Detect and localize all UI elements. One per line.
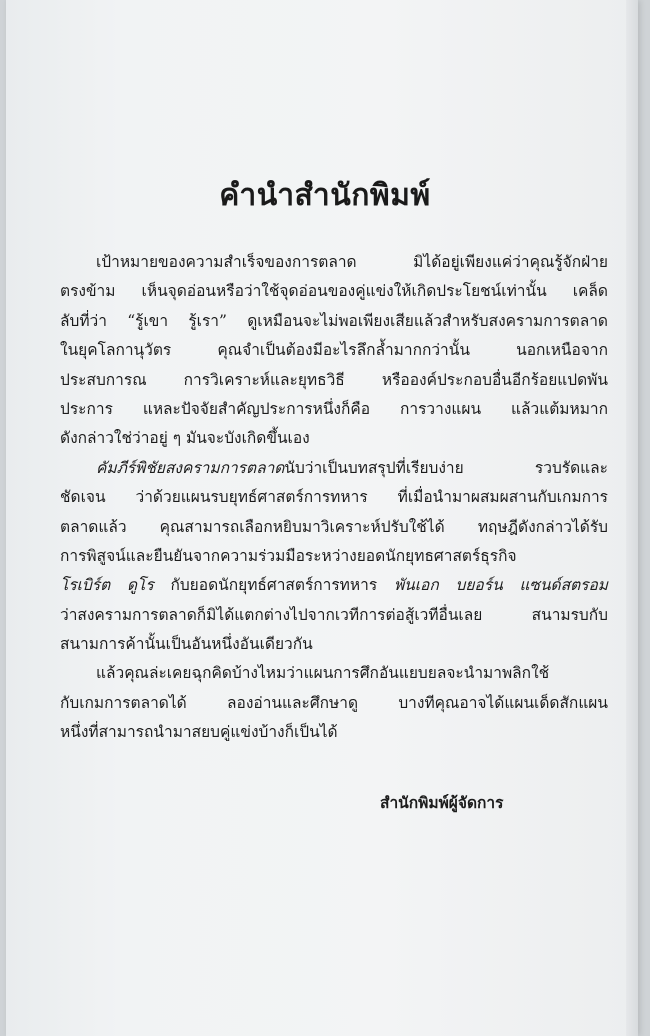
paragraph-3-line-1: แล้วคุณล่ะเคยฉุกคิดบ้างไหมว่าแผนการศึกอันแยบยลจะนำมาพลิกใช้ [96, 664, 550, 683]
paragraph-1-line-6: ประการ แหละปัจจัยสำคัญประการหนึ่งก็คือ การวางแผน แล้วแต้มหมาก [60, 399, 608, 418]
paragraph-2-line-1: คัมภีร์พิชัยสงครามการตลาดนับว่าเป็นบทสรุปที่เรียบง่าย รวบรัดและ [96, 458, 608, 477]
paragraph-2-line-2: ชัดเจน ว่าด้วยแผนรบยุทธ์ศาสตร์การทหาร ที่เมื่อนำมาผสมผสานกับเกมการ [60, 488, 608, 507]
author-name-2: พันเอก บยอร์น แซนด์สตรอม [393, 576, 608, 595]
publisher-signature: สำนักพิมพ์ผู้จัดการ [380, 793, 504, 812]
paragraph-1-line-3: ลับที่ว่า “รู้เขา รู้เรา” ดูเหมือนจะไม่พอเพียงเสียแล้วสำหรับสงครามการตลาด [60, 311, 608, 330]
preface-body [60, 248, 608, 748]
page-title: คำนำสำนักพิมพ์ [219, 178, 431, 213]
page-edge [626, 0, 638, 1036]
paragraph-3-line-2: กับเกมการตลาดได้ ลองอ่านและศึกษาดู บางทีคุณอาจได้แผนเด็ดสักแผน [60, 693, 608, 712]
paragraph-2-line-4: การพิสูจน์และยืนยันจากความร่วมมือระหว่างยอดนักยุทธศาสตร์ธุรกิจ [60, 546, 517, 565]
paragraph-3-line-3: หนึ่งที่สามารถนำมาสยบคู่แข่งบ้างก็เป็นได้ [60, 723, 338, 742]
paragraph-2-line-7: สนามการค้านั้นเป็นอันหนึ่งอันเดียวกัน [60, 635, 313, 654]
paragraph-1-line-1: เป้าหมายของความสำเร็จของการตลาด มิได้อยู่เพียงแค่ว่าคุณรู้จักฝ่าย [96, 253, 608, 271]
book-title: คัมภีร์พิชัยสงครามการตลาด [96, 458, 285, 477]
paragraph-1-line-5: ประสบการณ การวิเคราะห์และยุทธวิธี หรือองค์ประกอบอื่นอีกร้อยแปดพัน [60, 370, 608, 389]
paragraph-1-line-4: ในยุคโลกานุวัตร คุณจำเป็นต้องมีอะไรลึกล้ำมากกว่านั้น นอกเหนือจาก [60, 341, 608, 360]
paragraph-1-line-7: ดังกล่าวใช่ว่าอยู่ ๆ มันจะบังเกิดขึ้นเอง [60, 429, 310, 448]
paragraph-1-line-2: ตรงข้าม เห็นจุดอ่อนหรือว่าใช้จุดอ่อนของคู่แข่งให้เกิดประโยชน์เท่านั้น เคล็ด [60, 282, 608, 301]
paragraph-2-line-3: ตลาดแล้ว คุณสามารถเลือกหยิบมาวิเคราะห์ปรับใช้ได้ ทฤษฎีดังกล่าวได้รับ [60, 517, 608, 536]
paragraph-2-line-6: ว่าสงครามการตลาดก็มิได้แตกต่างไปจากเวทีการต่อสู้เวทีอื่นเลย สนามรบกับ [60, 605, 608, 624]
paragraph-2-line-5: โรเบิร์ต ดูโร กับยอดนักยุทธ์ศาสตร์การทหาร พันเอก บยอร์น แซนด์สตรอม [60, 576, 608, 595]
author-name-1: โรเบิร์ต ดูโร [60, 576, 154, 595]
